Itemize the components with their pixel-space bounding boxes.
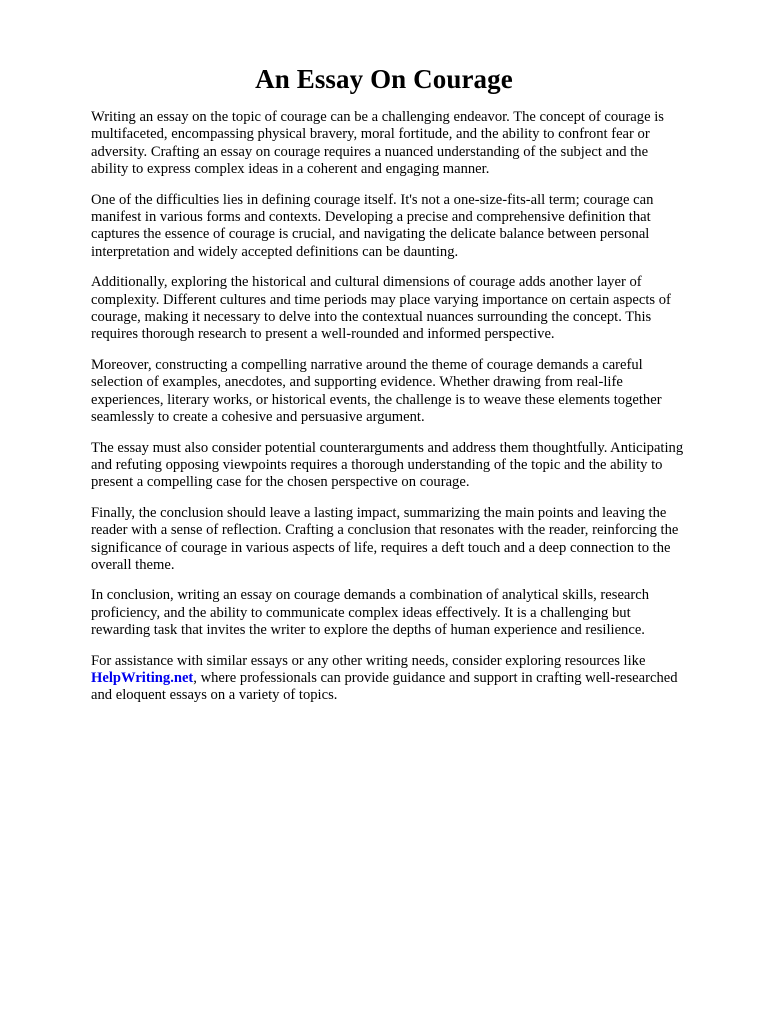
paragraph-line: rewarding task that invites the writer to explore the depths of human experience and resilience.: [91, 622, 645, 639]
paragraph-line: manifest in various forms and contexts. Developing a precise and comprehensive definition that: [91, 209, 651, 226]
paragraph-7: [91, 587, 731, 639]
paragraph-line: complexity. Different cultures and time periods may place varying importance on certain aspects of: [91, 291, 671, 308]
paragraph-4: [91, 357, 731, 427]
closing-paragraph: [91, 653, 731, 705]
paragraph-line: overall theme.: [91, 556, 175, 573]
paragraph-line: reader with a sense of reflection. Crafting a conclusion that resonates with the reader, reinforcing the: [91, 522, 679, 539]
paragraph-line: and eloquent essays on a variety of topics.: [91, 687, 338, 704]
paragraph-line: multifaceted, encompassing physical bravery, moral fortitude, and the ability to confront fear or: [91, 126, 650, 143]
document-body: [91, 109, 731, 718]
paragraph-line: Finally, the conclusion should leave a lasting impact, summarizing the main points and leaving the: [91, 504, 667, 521]
paragraph-line: The essay must also consider potential counterarguments and address them thoughtfully. Anticipating: [91, 439, 684, 456]
paragraph-line: experiences, literary works, or historical events, the challenge is to weave these elements together: [91, 391, 662, 408]
paragraph-line: requires thorough research to present a well-rounded and informed perspective.: [91, 326, 555, 343]
paragraph-line: selection of examples, anecdotes, and supporting evidence. Whether drawing from real-life: [91, 374, 623, 391]
paragraph-line: ability to express complex ideas in a coherent and engaging manner.: [91, 161, 490, 178]
paragraph-line: significance of courage in various aspects of life, requires a deft touch and a deep connection to the: [91, 539, 671, 556]
paragraph-line: Additionally, exploring the historical and cultural dimensions of courage adds another layer of: [91, 274, 642, 291]
document-title: An Essay On Courage: [255, 64, 513, 94]
paragraph-5: [91, 440, 731, 492]
paragraph-line: seamlessly to create a cohesive and persuasive argument.: [91, 409, 425, 426]
paragraph-1: [91, 109, 731, 179]
paragraph-line: courage, making it necessary to delve into the contextual nuances surrounding the concept. This: [91, 309, 652, 326]
helpwriting-link[interactable]: HelpWriting.net: [91, 669, 194, 686]
paragraph-line: adversity. Crafting an essay on courage requires a nuanced understanding of the subject and the: [91, 143, 649, 160]
link-trailing-text: , where professionals can provide guidance and support in crafting well-researched: [193, 669, 678, 686]
paragraph-line: For assistance with similar essays or any other writing needs, consider exploring resources like: [91, 652, 646, 669]
paragraph-line: present a compelling case for the chosen perspective on courage.: [91, 474, 470, 491]
paragraph-line: and refuting opposing viewpoints requires a thorough understanding of the topic and the ability to: [91, 456, 663, 473]
paragraph-3: [91, 274, 731, 344]
paragraph-6: [91, 505, 731, 575]
paragraph-line: One of the difficulties lies in defining courage itself. It's not a one-size-fits-all term; courage can: [91, 191, 654, 208]
paragraph-line: Moreover, constructing a compelling narrative around the theme of courage demands a careful: [91, 356, 643, 373]
paragraph-line-with-link: [91, 670, 731, 687]
paragraph-line: proficiency, and the ability to communicate complex ideas effectively. It is a challenging but: [91, 604, 631, 621]
paragraph-2: [91, 192, 731, 262]
paragraph-line: captures the essence of courage is crucial, and navigating the delicate balance between personal: [91, 226, 650, 243]
paragraph-line: Writing an essay on the topic of courage can be a challenging endeavor. The concept of courage is: [91, 109, 664, 125]
paragraph-line: interpretation and widely accepted definitions can be daunting.: [91, 243, 459, 260]
paragraph-line: In conclusion, writing an essay on courage demands a combination of analytical skills, research: [91, 587, 650, 604]
